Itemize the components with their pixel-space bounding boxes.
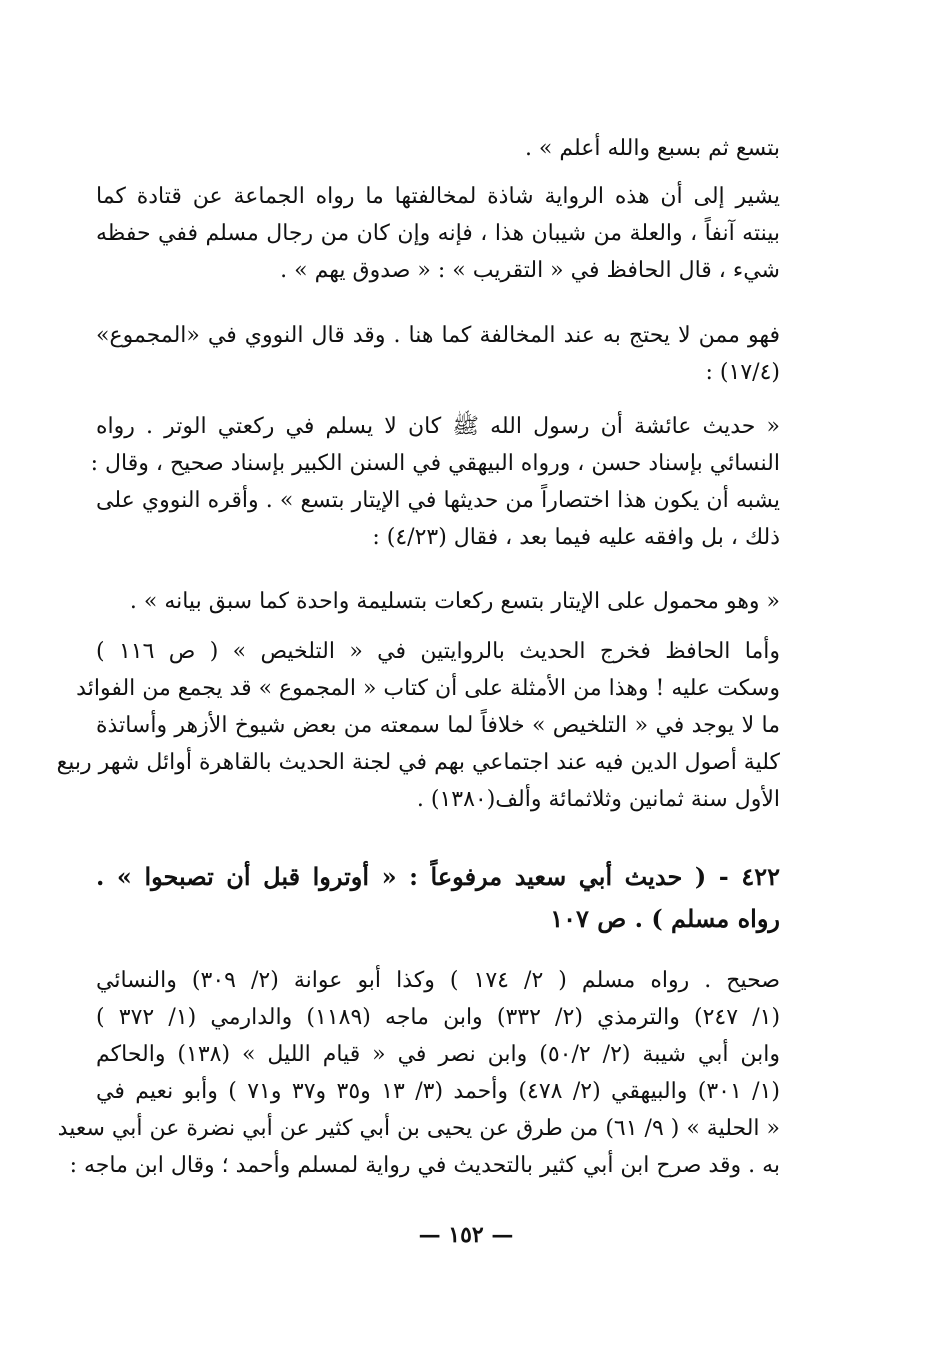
text-line: شيء ، قال الحافظ في « التقريب » : « صدوق يهم » . bbox=[280, 258, 780, 283]
text-line: فهو ممن لا يحتج به عند المخالفة كما هنا . وقد قال النووي في «المجموع» bbox=[96, 323, 780, 348]
text-line: ما لا يوجد في « التلخيص » خلافاً لما سمعته من بعض شيوخ الأزهر وأساتذة bbox=[96, 713, 780, 738]
heading-line: رواه مسلم ) . ص ١٠٧ bbox=[550, 904, 780, 933]
paragraph-3 bbox=[96, 317, 780, 391]
paragraph-5 bbox=[96, 583, 780, 620]
text-line: صحيح . رواه مسلم ( ٢/ ١٧٤ ) وكذا أبو عوانة (٢/ ٣٠٩) والنسائي bbox=[96, 968, 781, 993]
text-line: النسائي بإسناد حسن ، ورواه البيهقي في السنن الكبير بإسناد صحيح ، وقال : bbox=[90, 451, 780, 476]
text-line: يشير إلى أن هذه الرواية شاذة لمخالفتها ما رواه الجماعة عن قتادة كما bbox=[96, 184, 780, 209]
paragraph-4 bbox=[90, 408, 780, 556]
text-line: به . وقد صرح ابن أبي كثير بالتحديث في رواية لمسلم وأحمد ؛ وقال ابن ماجه : bbox=[69, 1153, 780, 1178]
paragraph-6 bbox=[56, 633, 780, 818]
text-line: « حديث عائشة أن رسول الله ﷺ كان لا يسلم في ركعتي الوتر . رواه bbox=[96, 414, 780, 439]
text-line: وابن أبي شيبة (٢/ ٥٠/٢) وابن نصر في « قيام الليل » (١٣٨) والحاكم bbox=[96, 1042, 781, 1067]
text-line: يشبه أن يكون هذا اختصاراً من حديثها في الإيتار بتسع » . وأقره النووي على bbox=[96, 488, 780, 513]
text-line: (١/ ٢٤٧) والترمذي (٢/ ٣٣٢) وابن ماجه (١١٨٩) والدارمي (١/ ٣٧٢ ) bbox=[96, 1005, 781, 1030]
text-line: « وهو محمول على الإيتار بتسع ركعات بتسليمة واحدة كما سبق بيانه » . bbox=[129, 589, 780, 614]
text-line: (١/ ٣٠١) والبيهقي (٢/ ٤٧٨) وأحمد (٣/ ١٣ و٣٥ و٣٧ و٧١ ) وأبو نعيم في bbox=[96, 1079, 781, 1104]
text-line: (١٧/٤) : bbox=[705, 360, 780, 385]
text-line: بينته آنفاً ، والعلة من شيبان هذا ، فإنه وإن كان من رجال مسلم ففي حفظه bbox=[96, 221, 780, 246]
text-line: الأول سنة ثمانين وثلاثمائة وألف(١٣٨٠) . bbox=[416, 787, 780, 812]
page-number: — ١٥٢ — bbox=[418, 1222, 514, 1248]
paragraph-2 bbox=[96, 178, 780, 289]
paragraph-1 bbox=[96, 130, 780, 167]
text-line: وأما الحافظ فخرج الحديث بالروايتين في « التلخيص » ( ص ١١٦ ) bbox=[96, 639, 780, 664]
hadith-heading bbox=[96, 856, 780, 940]
text-line: وسكت عليه ! وهذا من الأمثلة على أن كتاب « المجموع » قد يجمع من الفوائد bbox=[76, 676, 780, 701]
text-line: ذلك ، بل وافقه عليه فيما بعد ، فقال (٤/٢٣) : bbox=[372, 525, 780, 550]
takhrij-paragraph bbox=[57, 962, 781, 1184]
text-line: بتسع ثم بسبع والله أعلم » . bbox=[524, 136, 780, 161]
text-line: كلية أصول الدين فيه عند اجتماعي بهم في لجنة الحديث بالقاهرة أوائل شهر ربيع bbox=[56, 750, 780, 775]
text-line: « الحلية » ( ٩/ ٦١) من طرق عن يحيى بن أبي كثير عن أبي نضرة عن أبي سعيد bbox=[57, 1116, 780, 1141]
heading-line: ٤٢٢ - ( حديث أبي سعيد مرفوعاً : « أوتروا قبل أن تصبحوا » . bbox=[96, 862, 780, 891]
